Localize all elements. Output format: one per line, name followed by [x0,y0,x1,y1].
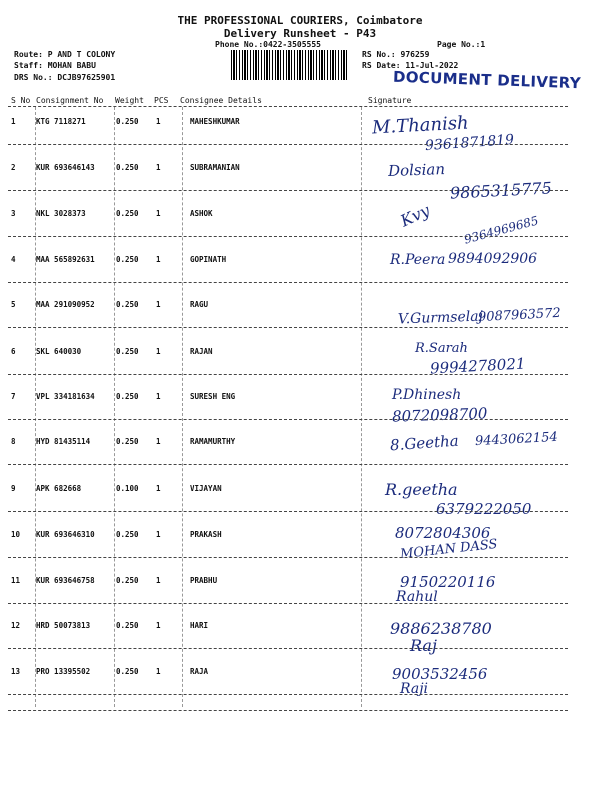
row-sno: 5 [11,300,16,309]
row-consignee: PRAKASH [190,530,222,539]
row-pcs: 1 [156,667,161,676]
row-consignee: SURESH ENG [190,392,236,401]
handwritten-signature: Dolsian [387,160,446,180]
row-divider [8,464,568,465]
handwritten-signature: MOHAN DASS [399,536,499,563]
handwritten-signature: 9443062154 [474,429,559,450]
handwritten-signature: V.Gurmselaj [397,308,484,328]
phone-number: Phone No.:0422-3505555 [215,40,321,49]
row-consignee: RAJA [190,667,209,676]
barcode [231,50,349,80]
row-consignment: SKL 640030 [36,347,82,356]
row-weight: 0.250 [116,392,139,401]
row-consignee: HARI [190,621,209,630]
document-title: THE PROFESSIONAL COURIERS, Coimbatore [177,14,423,27]
row-divider [8,648,568,649]
drs-number: DRS No.: DCJB97625901 [14,73,116,82]
row-consignee: SUBRAMANIAN [190,163,240,172]
row-consignment: KUR 693646758 [36,576,95,585]
row-consignee: RAMAMURTHY [190,437,236,446]
row-consignment: KUR 693646143 [36,163,95,172]
header-rule [8,106,568,107]
row-pcs: 1 [156,530,161,539]
row-pcs: 1 [156,255,161,264]
row-weight: 0.250 [116,576,139,585]
route-label: Route: P AND T COLONY [14,50,116,59]
row-sno: 8 [11,437,16,446]
row-sno: 11 [11,576,21,585]
row-sno: 13 [11,667,21,676]
row-weight: 0.250 [116,621,139,630]
row-consignment: KTG 7118271 [36,117,86,126]
column-divider [361,107,362,707]
row-divider [8,236,568,237]
col-header-signature: Signature [368,96,412,105]
row-weight: 0.250 [116,667,139,676]
row-consignment: HRD 50073813 [36,621,91,630]
row-weight: 0.250 [116,530,139,539]
handwritten-signature: 8072804306 [395,524,491,542]
row-pcs: 1 [156,163,161,172]
row-consignment: APK 682668 [36,484,82,493]
handwritten-signature: 9087963572 [477,305,562,326]
row-consignee: RAGU [190,300,209,309]
row-weight: 0.250 [116,347,139,356]
row-divider [8,419,568,420]
row-weight: 0.250 [116,209,139,218]
row-consignee: PRABHU [190,576,218,585]
row-consignment: MAA 291090952 [36,300,95,309]
rs-number: RS No.: 976259 [362,50,430,59]
row-weight: 0.250 [116,163,139,172]
table-bottom-rule [8,710,568,711]
row-pcs: 1 [156,300,161,309]
row-weight: 0.250 [116,255,139,264]
document-delivery-stamp: DOCUMENT DELIVERY [392,67,582,93]
row-pcs: 1 [156,621,161,630]
handwritten-signature: 9150220116 [400,573,496,591]
handwritten-signature: 9364969685 [462,213,540,247]
handwritten-signature: Raji [400,681,429,697]
row-divider [8,190,568,191]
col-header-pcs: PCS [154,96,169,105]
handwritten-signature: 9003532456 [392,665,488,683]
page-number: Page No.:1 [437,40,486,49]
row-pcs: 1 [156,437,161,446]
column-divider [182,107,183,707]
row-weight: 0.250 [116,300,139,309]
handwritten-signature: Raj [410,636,437,655]
row-consignee: RAJAN [190,347,213,356]
row-divider [8,603,568,604]
handwritten-signature: R.Sarah [415,341,468,356]
row-sno: 10 [11,530,21,539]
row-divider [8,694,568,695]
row-divider [8,557,568,558]
row-pcs: 1 [156,117,161,126]
handwritten-signature: R.Peera [390,252,446,268]
column-divider [114,107,115,707]
row-sno: 12 [11,621,21,630]
row-sno: 7 [11,392,16,401]
rs-date: RS Date: 11-Jul-2022 [362,61,459,70]
row-pcs: 1 [156,392,161,401]
row-consignee: MAHESHKUMAR [190,117,240,126]
handwritten-signature: 9865315775 [449,178,553,203]
row-consignee: GOPINATH [190,255,227,264]
staff-label: Staff: MOHAN BABU [14,61,96,70]
row-pcs: 1 [156,347,161,356]
handwritten-signature: M.Thanish [371,112,470,139]
row-sno: 9 [11,484,16,493]
row-pcs: 1 [156,484,161,493]
row-consignment: PRO 13395502 [36,667,91,676]
row-divider [8,511,568,512]
row-divider [8,327,568,328]
handwritten-signature: 9894092906 [448,251,538,267]
row-consignee: VIJAYAN [190,484,222,493]
row-sno: 3 [11,209,16,218]
handwritten-signature: 6379222050 [436,500,532,518]
row-divider [8,374,568,375]
col-header-consignment: Consignment No [36,96,104,105]
row-weight: 0.250 [116,437,139,446]
handwritten-signature: 9994278021 [429,354,526,378]
document-subtitle: Delivery Runsheet - P43 [223,27,377,40]
row-consignment: HYD 81435114 [36,437,91,446]
handwritten-signature: 8.Geetha [389,431,460,455]
row-sno: 2 [11,163,16,172]
row-consignment: MAA 565892631 [36,255,95,264]
handwritten-signature: Kvy [397,200,433,231]
handwritten-signature: Rahul [396,589,438,605]
row-consignment: KUR 693646310 [36,530,95,539]
handwritten-signature: 9886238780 [390,619,492,638]
row-consignee: ASHOK [190,209,213,218]
row-divider [8,144,568,145]
row-pcs: 1 [156,209,161,218]
row-divider [8,282,568,283]
row-sno: 6 [11,347,16,356]
handwritten-signature: 9361871819 [424,131,515,155]
row-sno: 1 [11,117,16,126]
col-header-sno: S No [11,96,31,105]
handwritten-signature: 8072098700 [391,404,488,426]
handwritten-signature: P.Dhinesh [392,387,462,403]
row-consignment: VPL 334181634 [36,392,95,401]
col-header-consignee: Consignee Details [180,96,262,105]
handwritten-signature: R.geetha [385,480,458,499]
row-pcs: 1 [156,576,161,585]
row-sno: 4 [11,255,16,264]
row-weight: 0.250 [116,117,139,126]
col-header-weight: Weight [115,96,144,105]
row-consignment: NKL 3028373 [36,209,86,218]
column-divider [35,107,36,707]
row-weight: 0.100 [116,484,139,493]
